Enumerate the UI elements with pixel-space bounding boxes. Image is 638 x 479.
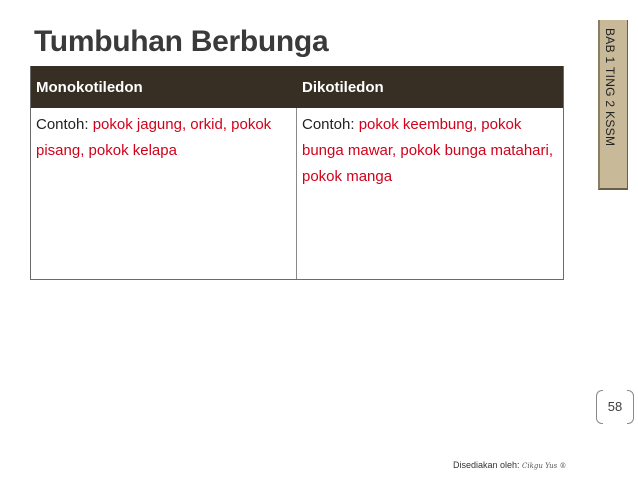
example-text: pokok keembung, pokok bunga mawar, pokok bunga matahari, pokok manga [302,116,553,185]
footer-label: Disediakan oleh: [453,460,523,470]
table-header-row [31,66,563,108]
footer-credit [453,460,566,470]
slide-title: Tumbuhan Berbunga [34,25,329,58]
cell-monokotiledon-examples [36,108,286,164]
column-divider [296,108,297,279]
footer-author: Cikgu Yus ® [522,462,567,470]
cell-dikotiledon-examples [302,108,557,190]
header-dikotiledon: Dikotiledon [302,79,384,96]
chapter-label: BAB 1 TING 2 KSSM [603,28,617,147]
page-number: 58 [596,390,634,424]
comparison-table [30,66,564,280]
header-monokotiledon: Monokotiledon [36,79,143,96]
example-prefix: Contoh: [302,116,359,133]
example-prefix: Contoh: [36,116,93,133]
chapter-side-tab [598,20,628,190]
example-text: pokok jagung, orkid, pokok pisang, pokok kelapa [36,116,272,159]
